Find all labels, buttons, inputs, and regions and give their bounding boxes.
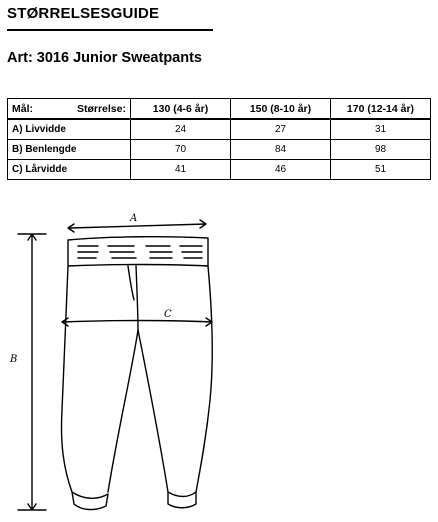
measure-c-arrow <box>62 318 212 326</box>
size-column-170: 170 (12-14 år) <box>331 99 431 120</box>
table-cell: 70 <box>131 140 231 160</box>
fly-line <box>128 266 134 300</box>
table-cell: 31 <box>331 119 431 140</box>
table-cell: 84 <box>231 140 331 160</box>
size-column-150: 150 (8-10 år) <box>231 99 331 120</box>
size-header: Størrelse: <box>76 102 126 115</box>
article-title: Art: 3016 Junior Sweatpants <box>7 50 202 66</box>
table-row <box>8 119 431 140</box>
size-header-row <box>8 99 431 120</box>
sweatpants-sketch <box>0 200 438 522</box>
table-cell: 98 <box>331 140 431 160</box>
measure-c-label: C <box>164 309 172 320</box>
measure-header: Mål: <box>12 102 33 115</box>
row-label: C) Lårvidde <box>8 160 131 180</box>
left-cuff <box>72 492 108 510</box>
size-table <box>7 98 431 180</box>
row-label: A) Livvidde <box>8 119 131 140</box>
measure-a-label: A <box>130 213 138 224</box>
left-outseam <box>61 266 72 492</box>
table-cell: 41 <box>131 160 231 180</box>
measure-b-arrow <box>18 234 46 510</box>
title-underline <box>7 29 213 31</box>
header-corner-cell <box>8 99 131 120</box>
right-inseam <box>138 330 168 492</box>
table-cell: 46 <box>231 160 331 180</box>
table-cell: 51 <box>331 160 431 180</box>
guide-title: STØRRELSESGUIDE <box>7 5 160 22</box>
table-row <box>8 140 431 160</box>
table-row <box>8 160 431 180</box>
row-label: B) Benlengde <box>8 140 131 160</box>
right-cuff <box>168 492 196 508</box>
table-cell: 27 <box>231 119 331 140</box>
size-column-130: 130 (4-6 år) <box>131 99 231 120</box>
table-cell: 24 <box>131 119 231 140</box>
right-outseam <box>196 266 212 492</box>
measure-b-label: B <box>10 354 18 365</box>
